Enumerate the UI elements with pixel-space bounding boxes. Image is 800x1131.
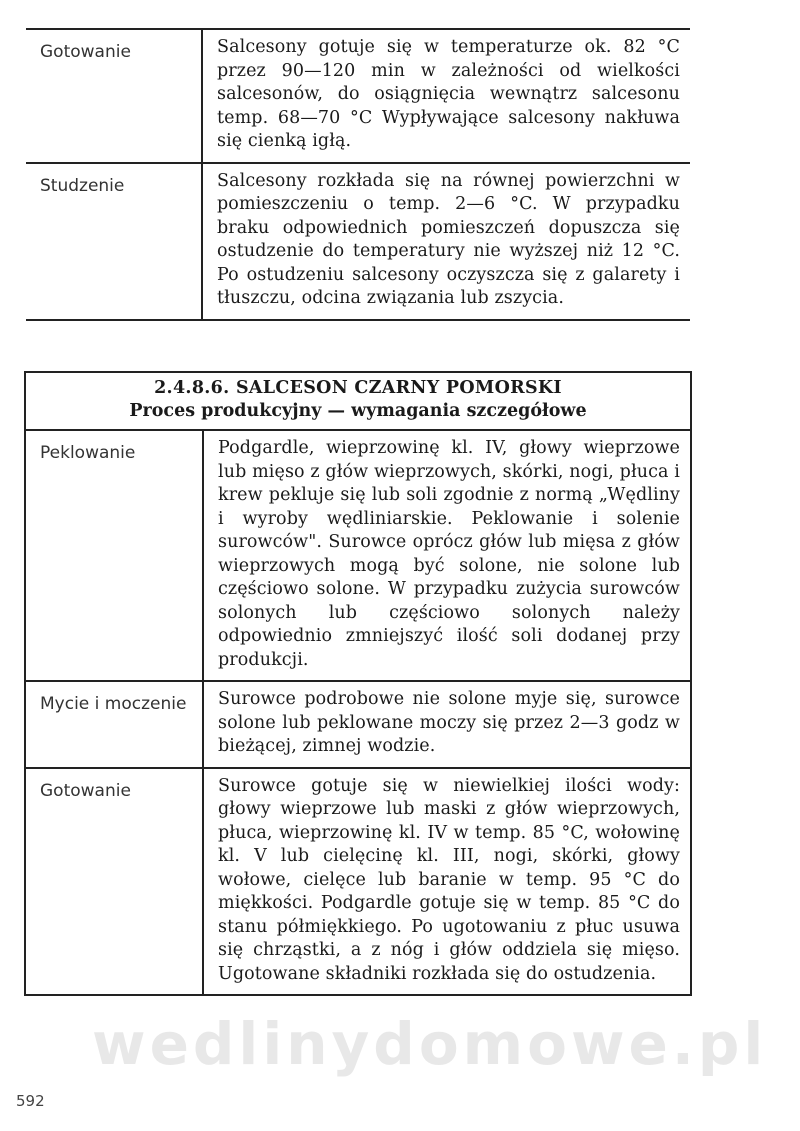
table-row [26,29,690,163]
step-label: Peklowanie [25,430,203,681]
page-number: 592 [16,1092,45,1110]
step-label: Gotowanie [26,29,202,163]
table-row [26,163,690,320]
watermark: wedlinydomowe.pl [92,1010,768,1078]
step-description: Podgardle, wieprzowinę kl. IV, głowy wieprzowe lub mięso z głów wieprzowych, skórki, nogi, płuca i krew pekluje się lub soli zgodnie z normą „Wędliny i wyroby wędliniarskie. Peklowanie i solenie surowców". Surowce oprócz głów lub mięsa z głów wieprzowych mogą być solone, nie solone lub częściowo solone. W przypadku zużycia surowców solonych lub częściowo solonych należy odpowiednio zmniejszyć ilość soli dodanej przy produkcji. [203,430,691,681]
process-table-salceson [26,28,690,321]
table-row [25,681,691,768]
section-title: 2.4.8.6. SALCESON CZARNY POMORSKI [154,378,562,398]
section-heading [25,372,691,430]
table-row [25,430,691,681]
step-description: Surowce podrobowe nie solone myje się, surowce solone lub peklowane moczy się przez 2—3 godz w bieżącej, zimnej wodzie. [203,681,691,768]
step-description: Surowce gotuje się w niewielkiej ilości wody: głowy wieprzowe lub maski z głów wieprzowych, płuca, wieprzowinę kl. IV w temp. 85 °C, wołowinę kl. V lub cielęcinę kl. III, nogi, skórki, głowy wołowe, cielęce lub baranie w temp. 95 °C do miękkości. Podgardle gotuje się w temp. 85 °C do stanu półmiękkiego. Po ugotowaniu z płuc usuwa się chrząstki, a z nóg i głów oddziela się mięso. Ugotowane składniki rozkłada się do ostudzenia. [203,768,691,996]
step-description: Salcesony rozkłada się na równej powierzchni w pomieszczeniu o temp. 2—6 °C. W przypadku braku odpowiednich pomieszczeń dopuszcza się ostudzenie do temperatury nie wyższej niż 12 °C. Po ostudzeniu salcesony oczyszcza się z galarety i tłuszczu, odcina związania lub zszycia. [202,163,690,320]
table-header-row [25,372,691,430]
step-description: Salcesony gotuje się w temperaturze ok. 82 °C przez 90—120 min w zależności od wielkości salcesonów, do osiągnięcia wewnątrz salcesonu temp. 68—70 °C Wypływające salcesony nakłuwa się cienką igłą. [202,29,690,163]
table-row [25,768,691,996]
step-label: Studzenie [26,163,202,320]
section-subtitle: Proces produkcyjny — wymagania szczegółowe [129,401,587,421]
process-table-salceson-czarny-pomorski [24,371,692,996]
step-label: Mycie i moczenie [25,681,203,768]
step-label: Gotowanie [25,768,203,996]
